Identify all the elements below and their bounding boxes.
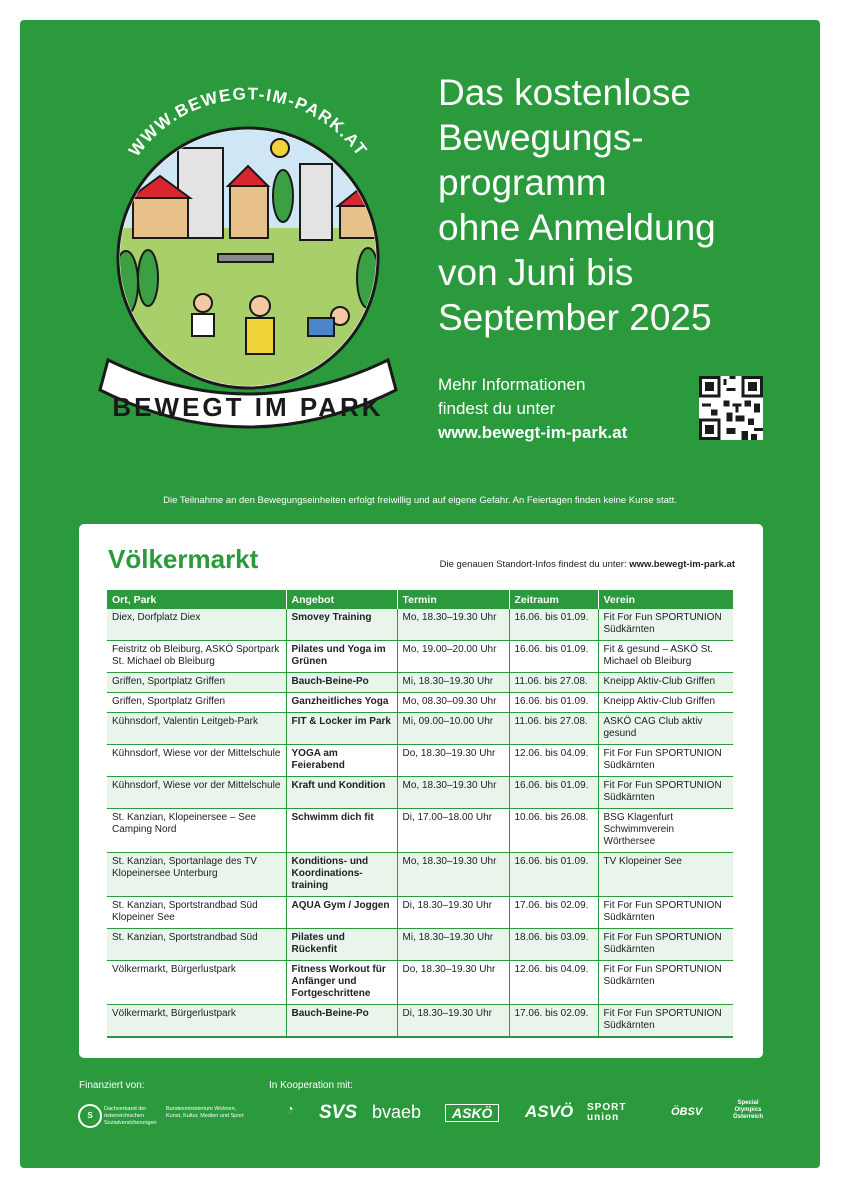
table-cell: Mo, 19.00–20.00 Uhr [397,641,509,673]
table-cell: Smovey Training [286,609,397,641]
schedule-card [79,524,763,1058]
table-cell: Völkermarkt, Bürgerlustpark [107,961,286,1005]
schedule-table [107,590,733,1038]
column-header: Verein [598,590,733,609]
table-cell: Völkermarkt, Bürgerlustpark [107,1005,286,1038]
table-cell: Fit For Fun SPORTUNION Südkärnten [598,745,733,777]
cooperation-label: In Kooperation mit: [269,1080,353,1091]
partner-logo: SPORT union [587,1102,627,1123]
table-cell: Mi, 18.30–19.30 Uhr [397,673,509,693]
table-cell: Schwimm dich fit [286,809,397,853]
table-cell: St. Kanzian, Sportanlage des TV Klopeinersee Unterburg [107,853,286,897]
column-header: Zeitraum [509,590,598,609]
table-header-row [107,590,733,609]
more-info-url[interactable]: www.bewegt-im-park.at [438,423,628,442]
card-title: Völkermarkt [108,544,259,574]
bewegt-im-park-logo [78,78,418,458]
headline-line: Das kostenlose [438,72,691,113]
table-cell: Mo, 08.30–09.30 Uhr [397,693,509,713]
table-cell: 12.06. bis 04.09. [509,961,598,1005]
table-row [107,853,733,897]
table-cell: Do, 18.30–19.30 Uhr [397,745,509,777]
table-cell: BSG Klagenfurt Schwimmverein Wörthersee [598,809,733,853]
table-cell: Fit For Fun SPORTUNION Südkärnten [598,929,733,961]
table-cell: Mo, 18.30–19.30 Uhr [397,777,509,809]
poster-background [20,20,820,1168]
column-header: Angebot [286,590,397,609]
table-row [107,745,733,777]
table-row [107,777,733,809]
logo-banner-text: BEWEGT IM PARK [112,392,384,422]
table-cell: 17.06. bis 02.09. [509,1005,598,1038]
table-cell: 17.06. bis 02.09. [509,897,598,929]
table-cell: Fit For Fun SPORTUNION Südkärnten [598,777,733,809]
table-row [107,929,733,961]
table-row [107,961,733,1005]
qr-code-icon[interactable] [699,376,763,440]
partner-logo: ASVÖ [525,1102,574,1121]
table-cell: 16.06. bis 01.09. [509,693,598,713]
partner-logo: ÖBSV [671,1106,703,1118]
dachverband-logo-icon: S [78,1104,102,1128]
logo-url-arc: WWW.BEWEGT-IM-PARK.AT [124,84,372,160]
funder-name: Bundesministerium Wohnen, Kunst, Kultur, Medien und Sport [166,1106,244,1119]
table-cell: St. Kanzian, Klopeinersee – See Camping Nord [107,809,286,853]
table-cell: Ganzheitliches Yoga [286,693,397,713]
table-cell: Mi, 09.00–10.00 Uhr [397,713,509,745]
table-cell: 10.06. bis 26.08. [509,809,598,853]
table-cell: Kneipp Aktiv-Club Griffen [598,693,733,713]
partner-logo: SVS [319,1102,358,1123]
card-note-prefix: Die genauen Standort-Infos findest du unter: [439,559,630,570]
table-row [107,809,733,853]
table-cell: 16.06. bis 01.09. [509,641,598,673]
table-cell: St. Kanzian, Sportstrandbad Süd [107,929,286,961]
table-row [107,713,733,745]
table-cell: Pilates und Rückenfit [286,929,397,961]
table-cell: FIT & Locker im Park [286,713,397,745]
table-cell: AQUA Gym / Joggen [286,897,397,929]
table-row [107,609,733,641]
partner-logo: bvaeb [372,1102,422,1122]
disclaimer: Die Teilnahme an den Bewegungseinheiten erfolgt freiwillig und auf eigene Gefahr. An Feiertagen finden keine Kurse statt. [163,495,677,506]
more-info-line2: findest du unter [438,399,556,418]
table-cell: TV Klopeiner See [598,853,733,897]
table-row [107,897,733,929]
table-cell: Diex, Dorfplatz Diex [107,609,286,641]
table-cell: Bauch-Beine-Po [286,1005,397,1038]
partner-logo: Special Olympics Österreich [732,1100,763,1120]
headline [438,70,818,340]
table-row [107,1005,733,1038]
more-info [438,373,627,445]
partner-logo: ASKÖ [445,1104,499,1122]
table-cell: 12.06. bis 04.09. [509,745,598,777]
column-header: Ort, Park [107,590,286,609]
table-cell: Fit For Fun SPORTUNION Südkärnten [598,961,733,1005]
table-cell: Fit For Fun SPORTUNION Südkärnten [598,609,733,641]
table-cell: Fit For Fun SPORTUNION Südkärnten [598,1005,733,1038]
oegk-logo-icon: ◔ [286,1102,294,1116]
table-cell: Fitness Workout für Anfänger und Fortgeschrittene [286,961,397,1005]
table-cell: Di, 17.00–18.00 Uhr [397,809,509,853]
card-note [440,559,735,570]
table-cell: Fit & gesund – ASKÖ St. Michael ob Bleiburg [598,641,733,673]
table-cell: 18.06. bis 03.09. [509,929,598,961]
more-info-line1: Mehr Informationen [438,375,586,394]
headline-line: von Juni bis [438,252,634,293]
table-cell: Griffen, Sportplatz Griffen [107,673,286,693]
table-cell: Fit For Fun SPORTUNION Südkärnten [598,897,733,929]
table-row [107,641,733,673]
table-cell: 11.06. bis 27.08. [509,673,598,693]
table-cell: Di, 18.30–19.30 Uhr [397,897,509,929]
table-cell: 16.06. bis 01.09. [509,853,598,897]
funded-by-label: Finanziert von: [79,1080,145,1091]
table-cell: Bauch-Beine-Po [286,673,397,693]
table-cell: Di, 18.30–19.30 Uhr [397,1005,509,1038]
table-cell: 16.06. bis 01.09. [509,777,598,809]
funder-name: Dachverband der österreichischen Sozialversicherungen [104,1106,157,1126]
table-cell: YOGA am Feierabend [286,745,397,777]
table-cell: Kühnsdorf, Wiese vor der Mittelschule [107,745,286,777]
table-cell: Kühnsdorf, Valentin Leitgeb-Park [107,713,286,745]
table-row [107,693,733,713]
table-cell: Mo, 18.30–19.30 Uhr [397,609,509,641]
headline-line: Bewegungs- [438,117,644,158]
table-cell: Do, 18.30–19.30 Uhr [397,961,509,1005]
table-cell: St. Kanzian, Sportstrandbad Süd Klopeiner See [107,897,286,929]
table-cell: Konditions- und Koordinations-training [286,853,397,897]
table-cell: Feistritz ob Bleiburg, ASKÖ Sportpark St. Michael ob Bleiburg [107,641,286,673]
table-cell: Mi, 18.30–19.30 Uhr [397,929,509,961]
table-cell: Kneipp Aktiv-Club Griffen [598,673,733,693]
table-cell: 11.06. bis 27.08. [509,713,598,745]
table-cell: Mo, 18.30–19.30 Uhr [397,853,509,897]
headline-line: ohne Anmeldung [438,207,716,248]
card-note-url[interactable]: www.bewegt-im-park.at [629,559,735,570]
table-cell: Kühnsdorf, Wiese vor der Mittelschule [107,777,286,809]
table-cell: Pilates und Yoga im Grünen [286,641,397,673]
headline-line: programm [438,162,607,203]
table-cell: 16.06. bis 01.09. [509,609,598,641]
table-cell: Griffen, Sportplatz Griffen [107,693,286,713]
table-cell: Kraft und Kondition [286,777,397,809]
table-cell: ASKÖ CAG Club aktiv gesund [598,713,733,745]
headline-line: September 2025 [438,297,712,338]
column-header: Termin [397,590,509,609]
table-row [107,673,733,693]
